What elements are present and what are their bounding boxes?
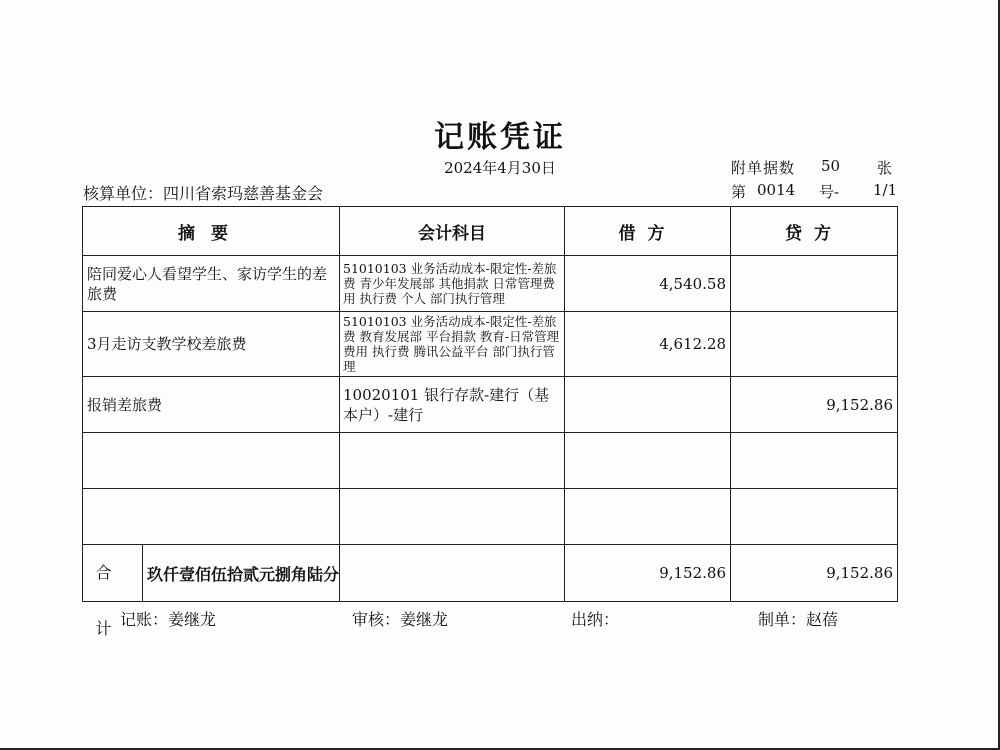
- preparer-label: 制单：: [758, 610, 807, 629]
- row-credit: [731, 433, 898, 489]
- attachments-info: [731, 157, 893, 178]
- reviewer-name: 姜继龙: [400, 610, 449, 629]
- row-account: 51010103 业务活动成本-限定性-差旅费 青少年发展部 其他捐款 日常管理费用 执行费 个人 部门执行管理: [340, 256, 565, 312]
- accounting-unit: [83, 181, 323, 204]
- row-summary: 报销差旅费: [83, 377, 340, 433]
- bookkeeper: [120, 607, 216, 630]
- voucher-title: 记账凭证: [434, 120, 566, 155]
- header-summary: 摘要: [83, 207, 340, 256]
- row-account: [340, 489, 565, 545]
- cashier-label: 出纳：: [571, 610, 620, 629]
- voucher-page: 1/1: [873, 181, 898, 199]
- unit-label: 核算单位：: [83, 184, 164, 203]
- row-debit: [565, 377, 731, 433]
- unit-name: 四川省索玛慈善基金会: [163, 184, 324, 203]
- cashier: [571, 607, 619, 630]
- total-row: [83, 545, 898, 602]
- attachments-count: 50: [821, 157, 841, 175]
- preparer-name: 赵蓓: [806, 610, 839, 629]
- table-row: [83, 433, 898, 489]
- table-row: [83, 377, 898, 433]
- row-summary: [83, 433, 340, 489]
- voucher-prefix: 第: [731, 183, 747, 201]
- row-summary: 3月走访支教学校差旅费: [83, 312, 340, 377]
- total-credit: 9,152.86: [731, 545, 898, 602]
- reviewer-label: 审核：: [352, 610, 401, 629]
- attachments-unit: 张: [877, 159, 893, 177]
- table-row: [83, 312, 898, 377]
- row-credit: [731, 489, 898, 545]
- row-credit: 9,152.86: [731, 377, 898, 433]
- table-row: [83, 489, 898, 545]
- total-label: 合计: [83, 545, 143, 601]
- table-row: [83, 256, 898, 312]
- total-amount-words: 玖仟壹佰伍拾贰元捌角陆分: [146, 564, 339, 584]
- reviewer: [352, 607, 448, 630]
- row-debit: 4,612.28: [565, 312, 731, 377]
- row-credit: [731, 256, 898, 312]
- bookkeeper-label: 记账：: [120, 610, 169, 629]
- voucher-number-info: [731, 181, 901, 201]
- header-credit: 贷方: [731, 207, 898, 256]
- voucher-suffix: 号-: [819, 183, 840, 201]
- header-debit: 借方: [565, 207, 731, 256]
- voucher-date: 2024年4月30日: [444, 159, 556, 177]
- row-summary: [83, 489, 340, 545]
- bookkeeper-name: 姜继龙: [168, 610, 217, 629]
- row-account: 51010103 业务活动成本-限定性-差旅费 教育发展部 平台捐款 教育-日常管理费用 执行费 腾讯公益平台 部门执行管理: [340, 312, 565, 377]
- row-debit: 4,540.58: [565, 256, 731, 312]
- row-debit: [565, 433, 731, 489]
- row-account: 10020101 银行存款-建行（基本户）-建行: [340, 377, 565, 433]
- row-debit: [565, 489, 731, 545]
- header-account: 会计科目: [340, 207, 565, 256]
- total-account-empty: [340, 545, 565, 602]
- total-debit: 9,152.86: [565, 545, 731, 602]
- attachments-label: 附单据数: [731, 159, 796, 177]
- voucher-number: 0014: [757, 181, 796, 199]
- preparer: [758, 607, 838, 630]
- table-header-row: [83, 207, 898, 256]
- row-credit: [731, 312, 898, 377]
- row-summary: 陪同爱心人看望学生、家访学生的差旅费: [83, 256, 340, 312]
- row-account: [340, 433, 565, 489]
